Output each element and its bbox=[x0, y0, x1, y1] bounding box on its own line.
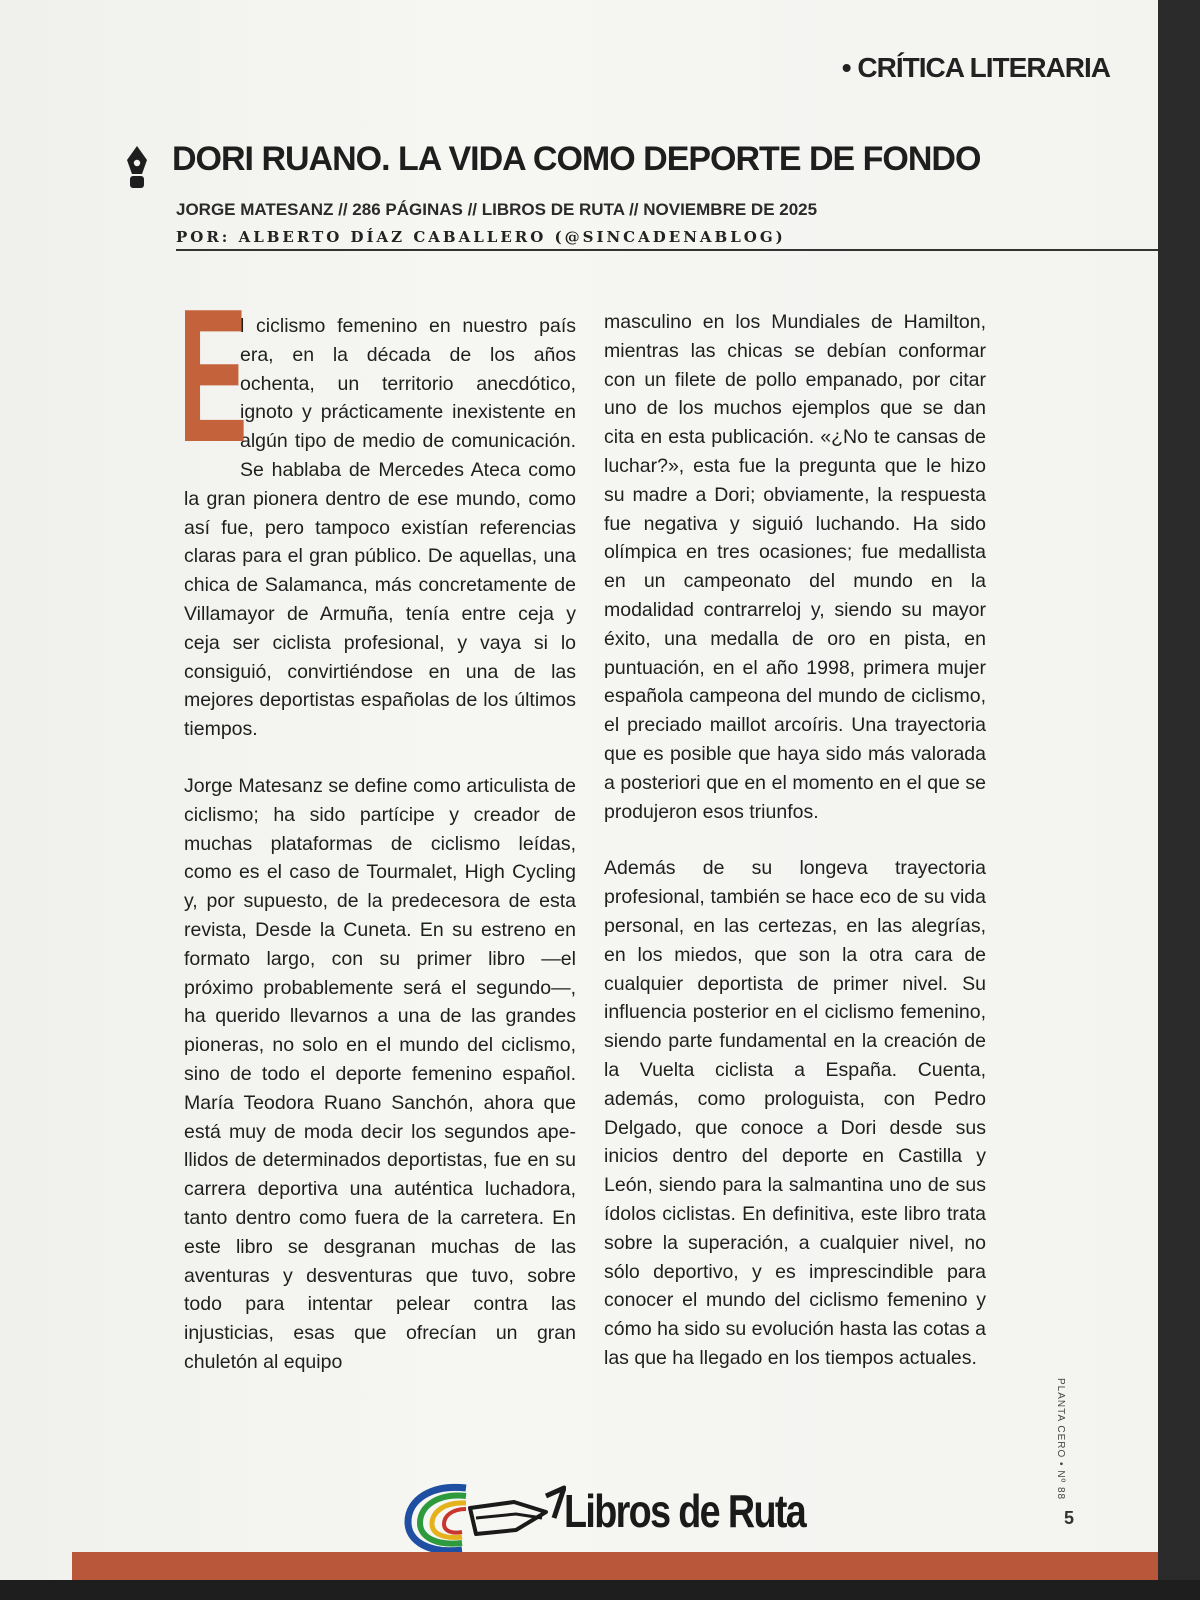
article-column-left bbox=[178, 270, 576, 1377]
page-number: 5 bbox=[1064, 1508, 1075, 1528]
article-title: DORI RUANO. LA VIDA COMO DEPORTE DE FONDO bbox=[172, 140, 981, 178]
issue-note: PLANTA CERO • Nº 88 bbox=[1055, 1378, 1066, 1501]
paragraph: Jorge Matesanz se define como articulista de ciclismo; ha sido partícipe y creador de muchas plataformas de ciclismo leídas, como es el caso de Tourmalet, High Cycling y, por supuesto, de la predecesora de esta revista, Desde la Cuneta. En su estreno en formato largo, con su primer libro —el próximo probablemente será el segundo—, ha querido llevarnos a una de las grandes pioneras, no solo en el mundo del ciclismo, sino de todo el deporte femenino español. María Teodora Ruano Sanchón, ahora que está muy de moda decir los segundos apellidos de determinados deportistas, fue en su carrera deportiva una auténtica luchadora, tanto dentro como fuera de la carretera. En este libro se desgranan muchas de las aventuras y desventuras que tuvo, sobre todo para intentar pelear contra las injusticias, esas que ofrecían un gran chuletón al equipo bbox=[184, 774, 576, 1373]
paragraph-text: l ciclismo femenino en nuestro país era, en la década de los años ochenta, un territorio anecdótico, ignoto y prácticamente inexistente en algún tipo de medio de comunicación. Se hablaba de Mercedes Ateca como la gran pionera dentro de ese mundo, como así fue, pero tampoco existían referencias claras para el gran público. De aquellas, una chica de Salamanca, más concretamente de Villamayor de Armuña, tenía entre ceja y ceja ser ciclista profesional, y vaya si lo consiguió, convirtiéndose en una de las mejores deportistas españolas de los últimos tiempos. bbox=[184, 315, 576, 741]
header-divider bbox=[176, 249, 1158, 251]
author-byline: POR: ALBERTO DÍAZ CABALLERO (@SINCADENABLOG) bbox=[176, 228, 786, 246]
fountain-pen-nib-icon bbox=[120, 144, 154, 190]
drop-cap: E bbox=[178, 270, 248, 482]
paragraph: masculino en los Mundiales de Hamilton, mientras las chicas se debían conformar con un filete de pollo empanado, por citar uno de los muchos ejemplos que se dan cita en esta publicación. «¿No te cansas de luchar?», esta fue la pregunta que le hizo su madre a Dori; obviamente, la respuesta fue negativa y siguió luchando. Ha sido olímpica en tres ocasiones; fue medallista en un campeonato del mundo en la modalidad contrarreloj y, siendo su mayor éxito, una medalla de oro en pista, en puntuación, en el año 1998, primera mujer española campeona del mundo de ciclismo, el preciado maillot arcoíris. Una trayectoria que es posible que haya sido más valorada a posteriori que en el momento en el que se produjeron esos triunfos. bbox=[604, 311, 986, 823]
logo-mark-icon bbox=[396, 1478, 566, 1558]
paragraph bbox=[178, 270, 576, 744]
screen-bottom-edge bbox=[0, 1580, 1200, 1600]
article-header bbox=[120, 140, 1020, 190]
paragraph: Además de su longeva trayectoria profesional, también se hace eco de su vida personal, en las certezas, en las alegrías, en los miedos, que son la otra cara de cualquier deportista de primer nivel. Su influencia posterior en el ciclismo femenino, siendo parte fundamental en la creación de la Vuelta ciclista a España. Cuenta, además, como prologuista, con Pedro Delgado, que conoce a Dori desde sus inicios dentro del deporte en Castilla y León, siendo para la salmantina uno de sus ídolos ciclistas. En definitiva, este libro trata sobre la superación, a cualquier nivel, no sólo deportivo, y es imprescindible para conocer el mundo del ciclismo femenino y cómo ha sido su evolución hasta las cotas a las que ha llegado en los tiempos actuales. bbox=[604, 857, 986, 1369]
libros-de-ruta-logo bbox=[396, 1478, 816, 1558]
screen-edge bbox=[1158, 0, 1200, 1600]
book-meta: JORGE MATESANZ // 286 PÁGINAS // LIBROS DE RUTA // NOVIEMBRE DE 2025 bbox=[176, 200, 818, 219]
article-column-right bbox=[604, 308, 986, 1373]
logo-text: Libros de Ruta bbox=[564, 1485, 806, 1537]
section-tag: • CRÍTICA LITERARIA bbox=[841, 52, 1110, 83]
